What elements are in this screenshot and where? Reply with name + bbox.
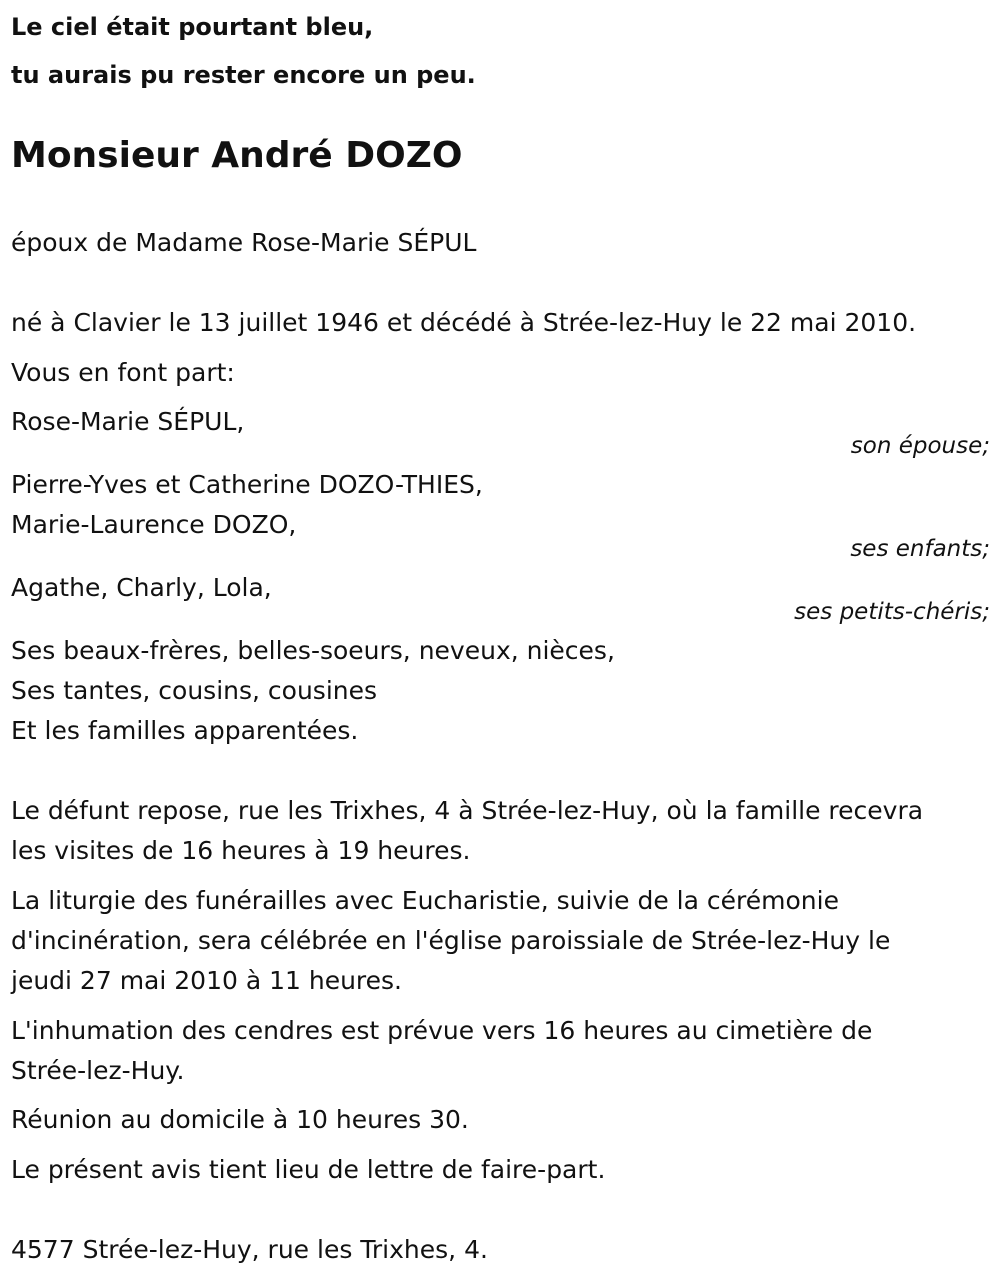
notice-line: Le présent avis tient lieu de lettre de faire-part. bbox=[11, 1155, 606, 1184]
inhumation-line-1: L'inhumation des cendres est prévue vers 16 heures au cimetière de bbox=[11, 1016, 873, 1045]
repose-line-1: Le défunt repose, rue les Trixhes, 4 à Strée-lez-Huy, où la famille recevra bbox=[11, 796, 924, 825]
address-line: 4577 Strée-lez-Huy, rue les Trixhes, 4. bbox=[11, 1235, 488, 1264]
family-extended-line-1: Ses beaux-frères, belles-soeurs, neveux, nièces, bbox=[11, 636, 615, 665]
deceased-name: Monsieur André DOZO bbox=[11, 135, 463, 176]
liturgy-line-3: jeudi 27 mai 2010 à 11 heures. bbox=[11, 966, 403, 995]
family-group-grandchildren-name: Agathe, Charly, Lola, bbox=[11, 573, 272, 602]
poem-line-2: tu aurais pu rester encore un peu. bbox=[11, 61, 476, 89]
family-intro: Vous en font part: bbox=[11, 358, 235, 387]
liturgy-line-1: La liturgie des funérailles avec Eucharistie, suivie de la cérémonie bbox=[11, 886, 839, 915]
inhumation-line-2: Strée-lez-Huy. bbox=[11, 1056, 185, 1085]
birth-death-line: né à Clavier le 13 juillet 1946 et décédé à Strée-lez-Huy le 22 mai 2010. bbox=[11, 308, 917, 337]
family-group-children-relation: ses enfants; bbox=[850, 536, 990, 562]
spouse-line: époux de Madame Rose-Marie SÉPUL bbox=[11, 228, 477, 257]
family-extended-line-3: Et les familles apparentées. bbox=[11, 716, 359, 745]
poem-line-1: Le ciel était pourtant bleu, bbox=[11, 13, 374, 41]
family-group-spouse-relation: son épouse; bbox=[850, 433, 990, 459]
liturgy-line-2: d'incinération, sera célébrée en l'église paroissiale de Strée-lez-Huy le bbox=[11, 926, 891, 955]
family-group-children-name-1: Pierre-Yves et Catherine DOZO-THIES, bbox=[11, 470, 483, 499]
family-group-children-name-2: Marie-Laurence DOZO, bbox=[11, 510, 297, 539]
family-group-spouse-name: Rose-Marie SÉPUL, bbox=[11, 407, 245, 436]
family-extended-line-2: Ses tantes, cousins, cousines bbox=[11, 676, 378, 705]
repose-line-2: les visites de 16 heures à 19 heures. bbox=[11, 836, 471, 865]
family-group-grandchildren-relation: ses petits-chéris; bbox=[794, 599, 990, 625]
reunion-line: Réunion au domicile à 10 heures 30. bbox=[11, 1105, 469, 1134]
